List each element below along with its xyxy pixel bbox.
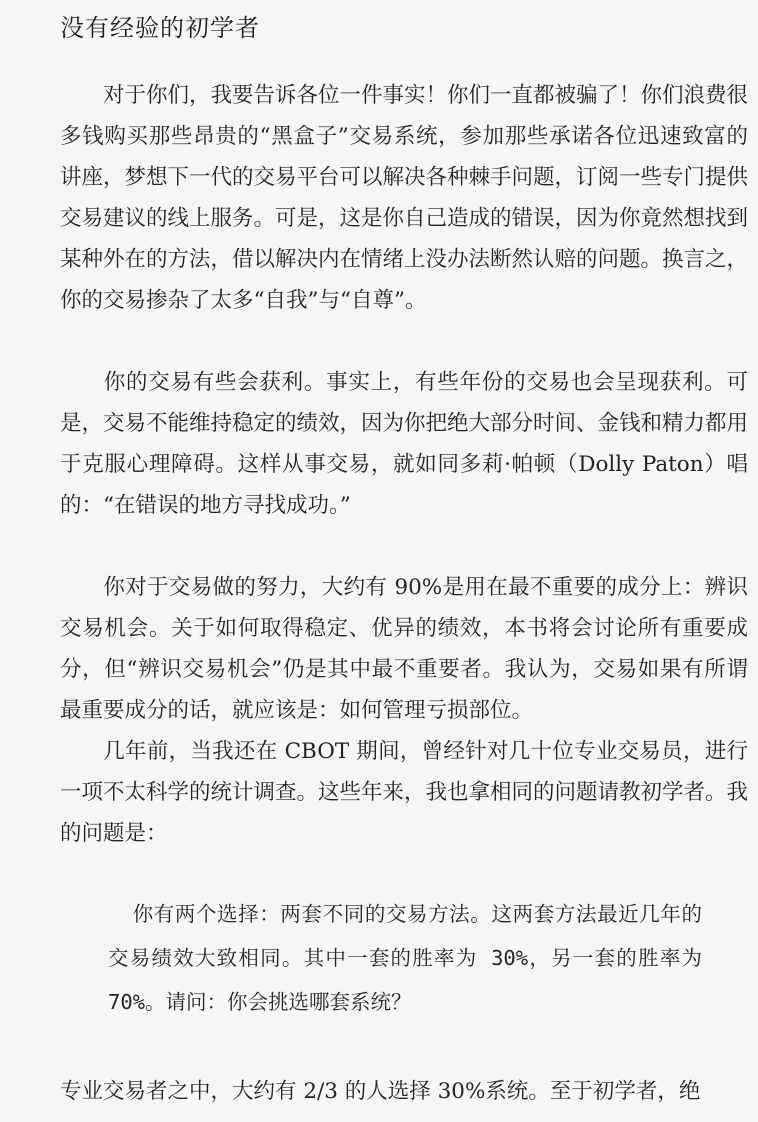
closing-paragraph-text: 专业交易者之中，大约有 2/3 的人选择 30%系统。至于初学者，绝 <box>60 1079 701 1104</box>
paragraph-4-text: 几年前，当我还在 CBOT 期间，曾经针对几十位专业交易员，进行一项不太科学的统计调查。这些年来，我也拿相同的问题请教初学者。我的问题是： <box>60 739 749 846</box>
block-quote-text: 你有两个选择：两套不同的交易方法。这两套方法最近几年的交易绩效大致相同。其中一套的胜率为 30%，另一套的胜率为 70%。请问：你会挑选哪套系统？ <box>108 902 702 1014</box>
section-heading: 没有经验的初学者 <box>60 14 260 42</box>
paragraph-2-text: 你的交易有些会获利。事实上，有些年份的交易也会呈现获利。可是，交易不能维持稳定的绩效，因为你把绝大部分时间、金钱和精力都用于克服心理障碍。这样从事交易，就如同多莉·帕顿（Dolly Paton）唱的：“在错误的地方寻找成功。” <box>60 370 749 518</box>
paragraph-3 <box>60 568 748 732</box>
paragraph-3-text: 你对于交易做的努力，大约有 90%是用在最不重要的成分上：辨识交易机会。关于如何取得稳定、优异的绩效，本书将会讨论所有重要成分，但“辨识交易机会”仍是其中最不重要者。我认为，交易如果有所谓最重要成分的话，就应该是：如何管理亏损部位。 <box>60 575 748 723</box>
block-quote <box>108 892 702 1024</box>
paragraph-4 <box>60 732 748 855</box>
paragraph-1 <box>60 76 748 321</box>
paragraph-2 <box>60 363 748 527</box>
closing-paragraph <box>60 1072 750 1113</box>
paragraph-1-text: 对于你们，我要告诉各位一件事实！你们一直都被骗了！你们浪费很多钱购买那些昂贵的“黑盒子”交易系统，参加那些承诺各位迅速致富的讲座，梦想下一代的交易平台可以解决各种棘手问题，订阅一些专门提供交易建议的线上服务。可是，这是你自己造成的错误，因为你竟然想找到某种外在的方法，借以解决内在情绪上没办法断然认赔的问题。换言之，你的交易掺杂了太多“自我”与“自尊”。 <box>60 83 749 313</box>
